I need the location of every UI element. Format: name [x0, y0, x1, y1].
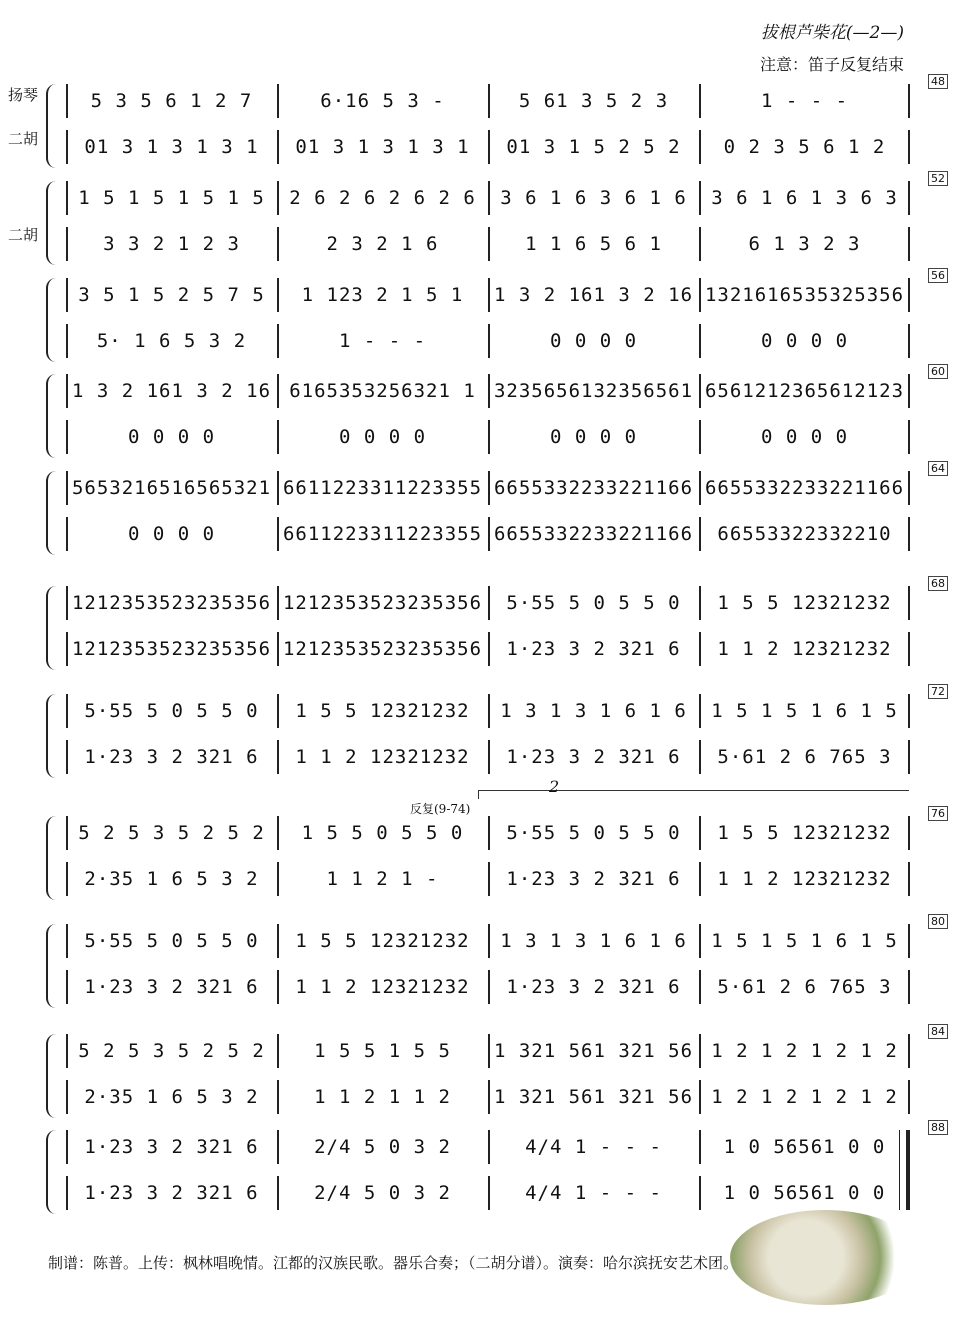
measure: 1 5 5 12321232: [717, 592, 892, 614]
top-staff: [66, 694, 910, 728]
bottom-staff: [66, 632, 910, 666]
measure: 4/4 1 - - -: [525, 1136, 662, 1158]
measure: 1·23 3 2 321 6: [506, 976, 681, 998]
score-system: [60, 685, 945, 784]
measure: 1 5 1 5 1 5 1 5: [78, 187, 265, 209]
measure: 0 0 0 0: [760, 426, 849, 448]
measure: 1 123 2 1 5 1: [301, 284, 464, 306]
measure: 4/4 1 - - -: [525, 1182, 662, 1204]
measure: 1 5 5 1 5 5: [314, 1040, 451, 1062]
flower-decoration-image: [730, 1210, 920, 1305]
measure: 1 1 2 1 1 2: [314, 1086, 451, 1108]
score-system: [60, 1121, 945, 1220]
measure-number: 80: [928, 914, 948, 929]
measure: 3 6 1 6 3 6 1 6: [500, 187, 687, 209]
measure: 2·35 1 6 5 3 2: [84, 868, 259, 890]
system-brace: [46, 84, 58, 168]
measure: 1 - - -: [338, 330, 427, 352]
bottom-staff: [66, 740, 910, 774]
measure: 1 1 2 12321232: [295, 746, 470, 768]
measure: 01 3 1 5 2 5 2: [506, 136, 681, 158]
score-system: [60, 365, 945, 464]
measure: 1 1 2 12321232: [717, 638, 892, 660]
measure: 1 5 5 12321232: [295, 930, 470, 952]
measure: 5·55 5 0 5 5 0: [84, 700, 259, 722]
system-brace: [46, 586, 58, 670]
measure-number: 60: [928, 364, 948, 379]
measure: 2/4 5 0 3 2: [314, 1182, 451, 1204]
measure-number: 88: [928, 1120, 948, 1135]
system-brace: [46, 694, 58, 778]
measure: 0 0 0 0: [338, 426, 427, 448]
system-brace: [46, 471, 58, 555]
measure: 1 3 1 3 1 6 1 6: [500, 700, 687, 722]
measure: 6655332233221166: [493, 523, 694, 545]
score-system: [60, 915, 945, 1014]
final-barline: [899, 1130, 910, 1210]
measure: 2 3 2 1 6: [326, 233, 439, 255]
instrument-erhu-label: 二胡: [8, 130, 39, 148]
volta-bracket: [478, 777, 909, 799]
top-staff: [66, 278, 910, 312]
measure: 1321616535325356: [704, 284, 905, 306]
system-brace: [46, 1130, 58, 1214]
measure: 66553322332210: [717, 523, 892, 545]
measure: 6 1 3 2 3: [748, 233, 861, 255]
measure: 5 3 5 6 1 2 7: [90, 90, 253, 112]
measure: 5·55 5 0 5 5 0: [506, 822, 681, 844]
measure: 1 1 2 12321232: [717, 868, 892, 890]
measure: 1·23 3 2 321 6: [506, 638, 681, 660]
top-staff: [66, 1130, 910, 1164]
measure: 3 3 2 1 2 3: [103, 233, 240, 255]
measure: 1 2 1 2 1 2 1 2: [711, 1086, 898, 1108]
measure: 1 3 2 161 3 2 16: [71, 380, 272, 402]
measure: 1 321 561 321 56: [493, 1086, 694, 1108]
measure-number: 72: [928, 684, 948, 699]
top-staff: [66, 1034, 910, 1068]
measure: 5· 1 6 5 3 2: [96, 330, 247, 352]
measure: 01 3 1 3 1 3 1: [84, 136, 259, 158]
bottom-staff: [66, 1080, 910, 1114]
score-system: [60, 75, 945, 174]
bottom-staff: [66, 324, 910, 358]
measure: 1 1 2 1 -: [326, 868, 439, 890]
score-system: [60, 577, 945, 676]
measure: 5653216516565321: [71, 477, 272, 499]
system-brace: [46, 181, 58, 265]
measure: 1212353523235356: [71, 638, 272, 660]
measure: 5·61 2 6 765 3: [717, 746, 892, 768]
credits-footer: 制谱：陈普。上传：枫林唱晚情。江都的汉族民歌。器乐合奏；（二胡分谱）。演奏：哈尔滨抚安艺术团。: [48, 1254, 739, 1272]
system-brace: [46, 924, 58, 1008]
measure: 1 5 1 5 1 6 1 5: [711, 930, 898, 952]
score-system: [60, 1025, 945, 1124]
measure: 1 - - -: [760, 90, 849, 112]
measure: 2/4 5 0 3 2: [314, 1136, 451, 1158]
measure: 1 1 6 5 6 1: [525, 233, 662, 255]
measure: 6655332233221166: [704, 477, 905, 499]
score-system: [60, 269, 945, 368]
measure: 6611223311223355: [282, 523, 483, 545]
measure: 3235656132356561: [493, 380, 694, 402]
measure: 0 2 3 5 6 1 2: [723, 136, 886, 158]
measure: 1 5 1 5 1 6 1 5: [711, 700, 898, 722]
system-brace: [46, 816, 58, 900]
measure: 0 0 0 0: [127, 426, 216, 448]
measure-number: 48: [928, 74, 948, 89]
measure-number: 56: [928, 268, 948, 283]
measure: 0 0 0 0: [760, 330, 849, 352]
instrument-erhu-label-2: 二胡: [8, 226, 39, 244]
score-title: 拔根芦柴花(—2—): [760, 23, 904, 43]
system-brace: [46, 278, 58, 362]
measure: 1·23 3 2 321 6: [84, 746, 259, 768]
measure: 01 3 1 3 1 3 1: [295, 136, 470, 158]
measure: 1·23 3 2 321 6: [506, 746, 681, 768]
measure: 1 321 561 321 56: [493, 1040, 694, 1062]
measure: 0 0 0 0: [127, 523, 216, 545]
measure: 1·23 3 2 321 6: [84, 1182, 259, 1204]
measure: 6·16 5 3 -: [320, 90, 445, 112]
measure: 2 6 2 6 2 6 2 6: [289, 187, 476, 209]
measure: 1 1 2 12321232: [295, 976, 470, 998]
measure: 3 6 1 6 1 3 6 3: [711, 187, 898, 209]
measure: 1 3 1 3 1 6 1 6: [500, 930, 687, 952]
measure: 5 2 5 3 5 2 5 2: [78, 1040, 265, 1062]
measure: 1212353523235356: [282, 638, 483, 660]
measure: 1 5 5 12321232: [295, 700, 470, 722]
measure: 1·23 3 2 321 6: [84, 1136, 259, 1158]
measure: 1 2 1 2 1 2 1 2: [711, 1040, 898, 1062]
bottom-staff: [66, 517, 910, 551]
measure: 5·55 5 0 5 5 0: [506, 592, 681, 614]
measure: 1·23 3 2 321 6: [506, 868, 681, 890]
measure: 2·35 1 6 5 3 2: [84, 1086, 259, 1108]
measure-number: 76: [928, 806, 948, 821]
measure: 0 0 0 0: [549, 330, 638, 352]
measure: 1 0 56561 0 0: [723, 1182, 886, 1204]
measure-number: 64: [928, 461, 948, 476]
measure: 5 61 3 5 2 3: [518, 90, 669, 112]
measure: 0 0 0 0: [549, 426, 638, 448]
measure: 6165353256321 1: [289, 380, 476, 402]
measure: 1212353523235356: [282, 592, 483, 614]
measure-number: 52: [928, 171, 948, 186]
measure: 6561212365612123: [704, 380, 905, 402]
measure: 1 0 56561 0 0: [723, 1136, 886, 1158]
measure: 5·55 5 0 5 5 0: [84, 930, 259, 952]
top-staff: [66, 181, 910, 215]
score-system: [60, 462, 945, 561]
top-staff: [66, 374, 910, 408]
measure: 1·23 3 2 321 6: [84, 976, 259, 998]
measure: 6655332233221166: [493, 477, 694, 499]
measure: 1 5 5 12321232: [717, 822, 892, 844]
score-system: [60, 172, 945, 271]
bottom-staff: [66, 130, 910, 164]
measure: 1 3 2 161 3 2 16: [493, 284, 694, 306]
bottom-staff: [66, 227, 910, 261]
repeat-range-label: 反复(9-74): [410, 802, 471, 816]
bottom-staff: [66, 862, 910, 896]
bottom-staff: [66, 1176, 910, 1210]
measure: 6611223311223355: [282, 477, 483, 499]
bottom-staff: [66, 420, 910, 454]
top-staff: [66, 471, 910, 505]
measure: 5 2 5 3 5 2 5 2: [78, 822, 265, 844]
repeat-note: 注意：笛子反复结束: [759, 55, 904, 74]
volta-number: 2: [549, 777, 560, 796]
system-brace: [46, 374, 58, 458]
bottom-staff: [66, 970, 910, 1004]
top-staff: [66, 586, 910, 620]
measure-number: 68: [928, 576, 948, 591]
top-staff: [66, 84, 910, 118]
top-staff: [66, 924, 910, 958]
measure: 3 5 1 5 2 5 7 5: [78, 284, 265, 306]
measure: 1 5 5 0 5 5 0: [301, 822, 464, 844]
measure-number: 84: [928, 1024, 948, 1039]
instrument-yangqin-label: 扬琴: [8, 86, 39, 104]
top-staff: [66, 816, 910, 850]
measure: 5·61 2 6 765 3: [717, 976, 892, 998]
system-brace: [46, 1034, 58, 1118]
measure: 1212353523235356: [71, 592, 272, 614]
